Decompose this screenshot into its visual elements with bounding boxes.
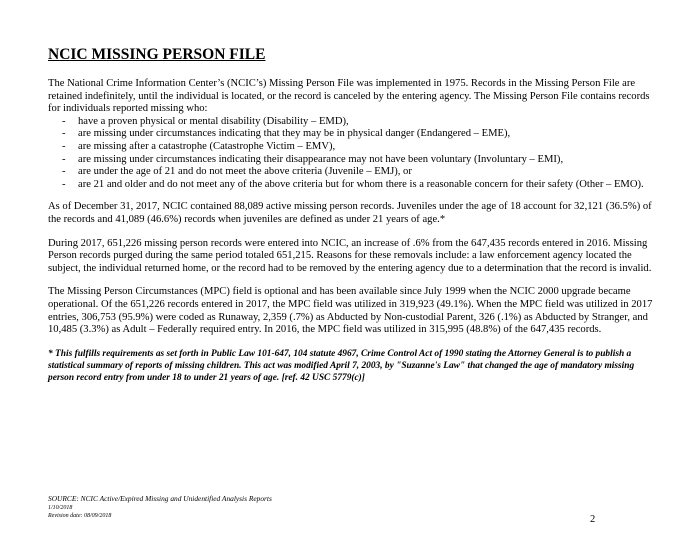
list-item [48,179,658,192]
list-item [48,154,658,167]
bullet-marker: - [62,128,66,140]
footnote: * This fulfills requirements as set forth in Public Law 101-647, 104 statute 4967, Crime Control Act of 1990 stating the Attorney General is to publish a statistical summary of reports of missing children. This act was modified April 7, 2003, by "Suzanne's Law" that changed the age of mandatory missing person record entry from under 18 to under 21 years of age. [ref. 42 USC 5779(c)] [48,348,635,384]
list-item [48,128,658,141]
list-item [48,166,658,179]
footer-revision: Revision date: 08/09/2018 [48,513,112,520]
intro-paragraph: The National Crime Information Center’s (NCIC’s) Missing Person File was implemented in 1975. Records in the Missing Person File are retained indefinitely, until the individual is located, or the record is canceled by the entering agency. The Missing Person File contains records for individuals reported missing who: [48,78,650,115]
mpc-paragraph: The Missing Person Circumstances (MPC) field is optional and has been available since July 1999 when the NCIC 2000 upgrade became operational. Of the 651,226 records entered in 2017, the MPC field was utilized in 319,923 (49.1%). When the MPC field was utilized in 2017 entries, 306,753 (95.9%) were coded as Runaway, 2,359 (.7%) as Abducted by Non-custodial Parent, 326 (.1%) as Abducted by Stranger, and 10,485 (3.3%) as Adult – Federally required entry. In 2016, the MPC field was utilized in 315,995 (48.8%) of the 647,435 records. [48,286,653,336]
criteria-text: are missing under circumstances indicating that they may be in physical danger (Endangered – EME), [78,128,511,140]
page-number: 2 [590,514,596,525]
bullet-marker: - [62,140,66,152]
bullet-marker: - [62,153,66,165]
criteria-list [48,116,658,192]
page-title: NCIC MISSING PERSON FILE [48,46,266,63]
list-item [48,116,658,129]
criteria-text: have a proven physical or mental disability (Disability – EMD), [78,115,349,127]
bullet-marker: - [62,178,66,190]
entries-paragraph: During 2017, 651,226 missing person records were entered into NCIC, an increase of .6% from the 647,435 records entered in 2016. Missing Person records purged during the same period totaled 651,215. Reasons for these removals include: a law enforcement agency located the subject, the individual returned home, or the record had to be removed by the entering agency due to a determination that the record is invalid. [48,237,652,274]
list-item [48,141,658,154]
criteria-text: are missing under circumstances indicating their disappearance may not have been voluntary (Involuntary – EMI), [78,153,564,165]
footer-source: SOURCE: NCIC Active/Expired Missing and Unidentified Analysis Reports [48,494,272,503]
document-page [48,46,658,384]
footer-date: 1/10/2018 [48,504,73,511]
bullet-marker: - [62,115,66,127]
criteria-text: are missing after a catastrophe (Catastrophe Victim – EMV), [78,140,336,152]
criteria-text: are under the age of 21 and do not meet the above criteria (Juvenile – EMJ), or [78,166,412,178]
criteria-text: are 21 and older and do not meet any of the above criteria but for whom there is a reasonable concern for their safety (Other – EMO). [78,178,644,190]
bullet-marker: - [62,166,66,178]
active-records-paragraph: As of December 31, 2017, NCIC contained 88,089 active missing person records. Juveniles under the age of 18 account for 32,121 (36.5%) of the records and 41,089 (46.6%) records when juveniles are defined as under 21 years of age.* [48,201,652,225]
footer [48,494,658,521]
